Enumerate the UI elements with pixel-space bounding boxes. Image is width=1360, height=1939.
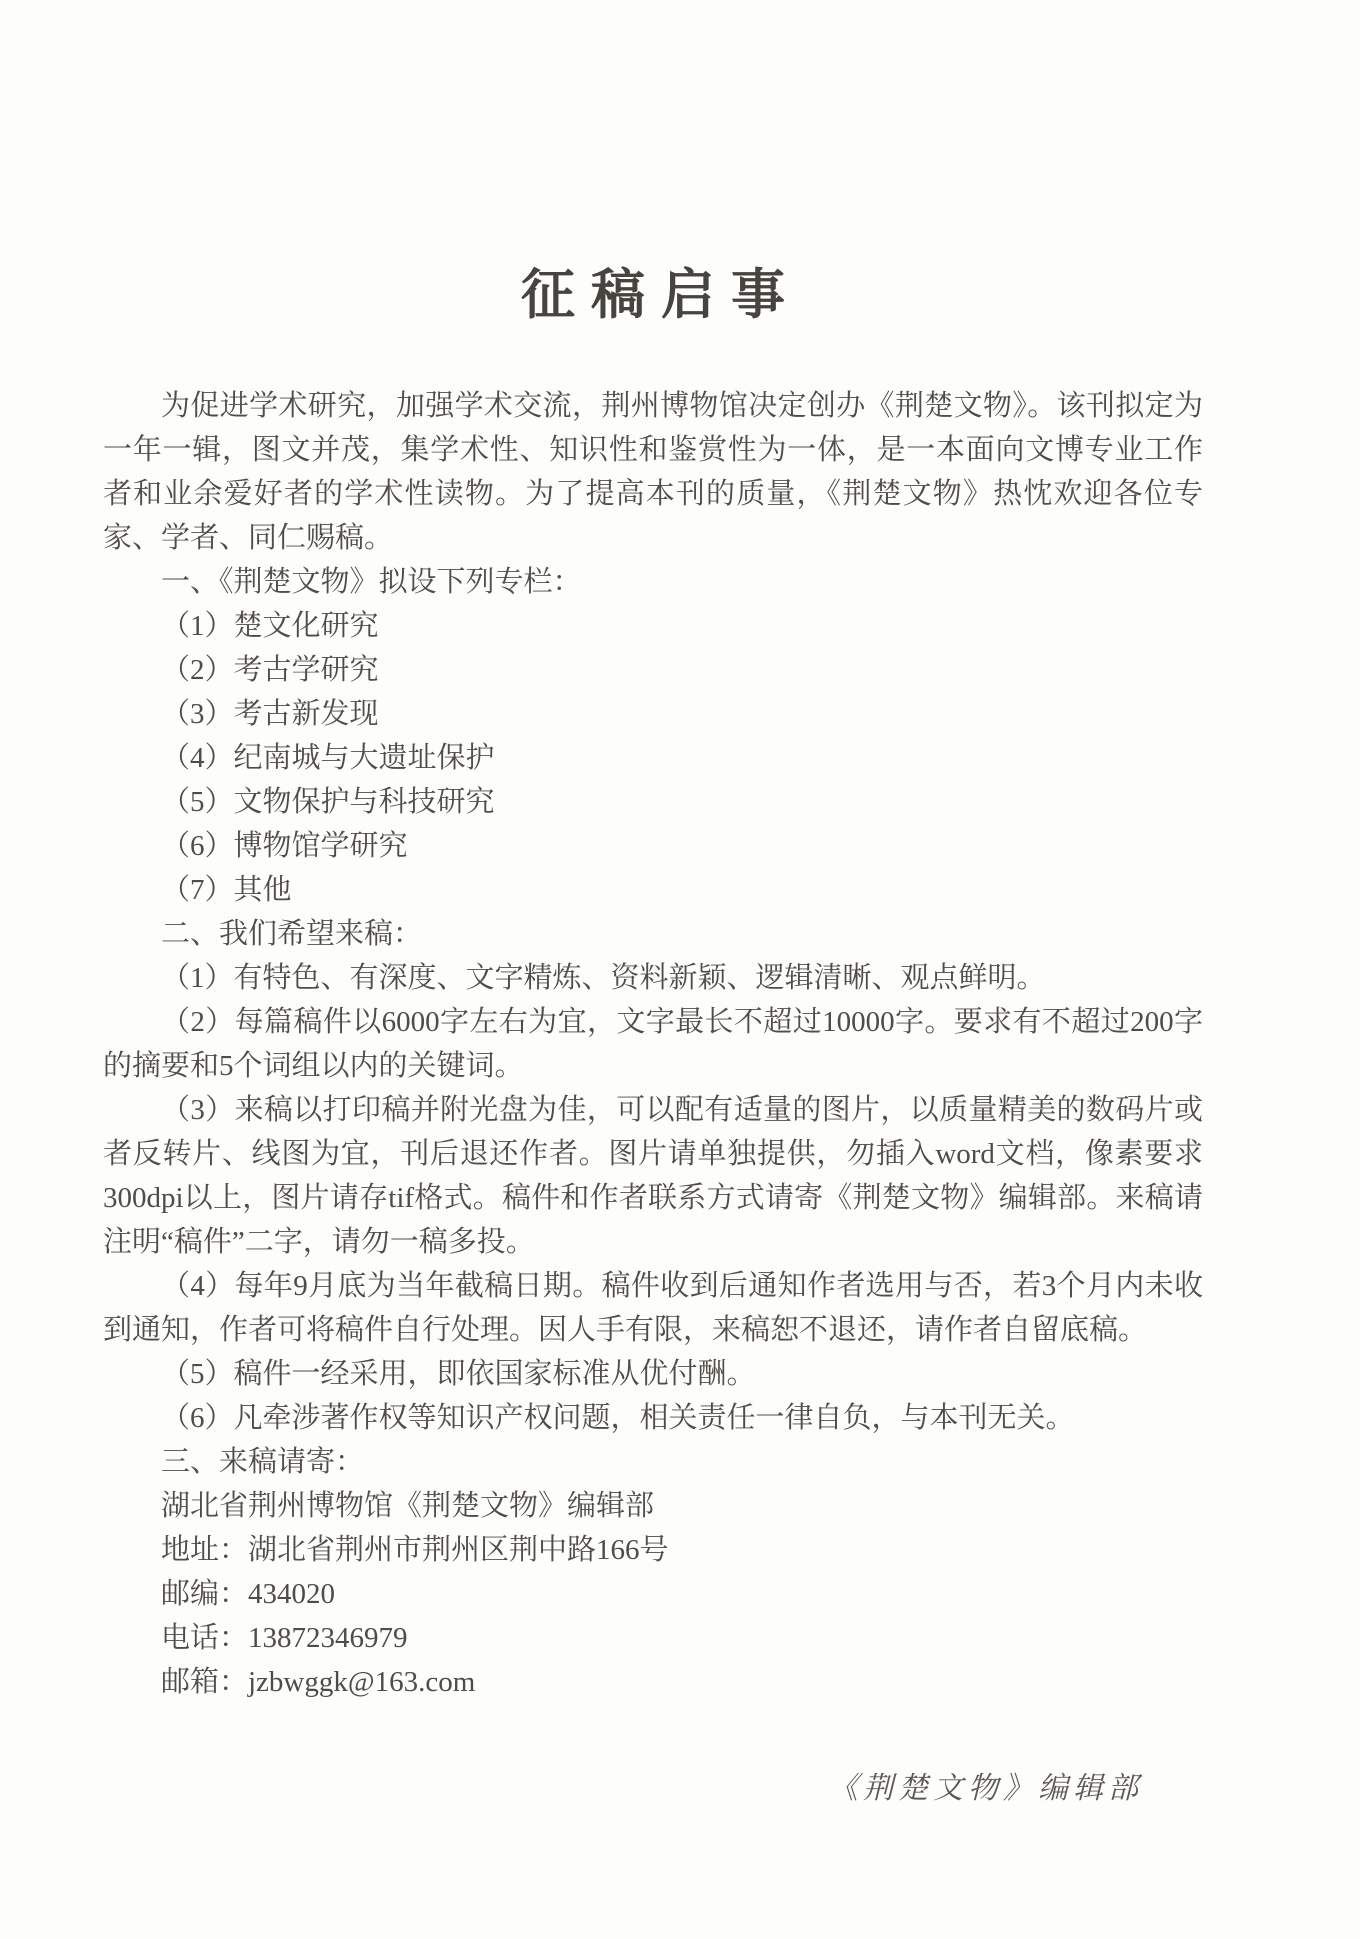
- section-item: （5）稿件一经采用，即依国家标准从优付酬。: [161, 1358, 756, 1390]
- section-item: （1）有特色、有深度、文字精炼、资料新颖、逻辑清晰、观点鲜明。: [161, 962, 1046, 994]
- section-item: 湖北省荆州博物馆《荆楚文物》编辑部: [161, 1490, 655, 1522]
- sections: [103, 560, 1203, 1704]
- section-item: 邮编：434020: [161, 1578, 336, 1610]
- signature: 《荆楚文物》编辑部: [828, 1772, 1143, 1805]
- section-item: （3）考古新发现: [161, 698, 379, 730]
- section-heading: 三、来稿请寄：: [161, 1446, 365, 1478]
- section-heading: 一、《荆楚文物》拟设下列专栏：: [161, 566, 582, 598]
- section-item: （6）博物馆学研究: [161, 830, 408, 862]
- section-item: 邮箱：jzbwggk@163.com: [161, 1666, 476, 1698]
- section-item: （4）每年9月底为当年截稿日期。稿件收到后通知作者选用与否，若3个月内未收到通知，作者可将稿件自行处理。因人手有限，来稿恕不退还，请作者自留底稿。: [103, 1270, 1203, 1346]
- notice-title: 征稿启事: [521, 265, 801, 325]
- section-item: （4）纪南城与大遗址保护: [161, 742, 495, 774]
- section-item: 地址：湖北省荆州市荆州区荆中路166号: [161, 1534, 669, 1566]
- section-item: （2）考古学研究: [161, 654, 379, 686]
- section-item: （2）每篇稿件以6000字左右为宜，文字最长不超过10000字。要求有不超过200字的摘要和5个词组以内的关键词。: [103, 1006, 1203, 1082]
- section-item: （3）来稿以打印稿并附光盘为佳，可以配有适量的图片，以质量精美的数码片或者反转片、线图为宜，刊后退还作者。图片请单独提供，勿插入word文档，像素要求300dpi以上，图片请存tif格式。稿件和作者联系方式请寄《荆楚文物》编辑部。来稿请注明“稿件”二字，请勿一稿多投。: [103, 1094, 1203, 1258]
- section-item: （1）楚文化研究: [161, 610, 379, 642]
- section-item: （5）文物保护与科技研究: [161, 786, 495, 818]
- section-item: （7）其他: [161, 874, 292, 906]
- section-item: （6）凡牵涉著作权等知识产权问题，相关责任一律自负，与本刊无关。: [161, 1402, 1075, 1434]
- notice-body: [103, 384, 1203, 1704]
- section-heading: 二、我们希望来稿：: [161, 918, 423, 950]
- section-item: 电话：13872346979: [161, 1622, 408, 1654]
- intro-paragraph: 为促进学术研究，加强学术交流，荆州博物馆决定创办《荆楚文物》。该刊拟定为一年一辑，图文并茂，集学术性、知识性和鉴赏性为一体，是一本面向文博专业工作者和业余爱好者的学术性读物。为了提高本刊的质量，《荆楚文物》热忱欢迎各位专家、学者、同仁赐稿。: [103, 390, 1203, 554]
